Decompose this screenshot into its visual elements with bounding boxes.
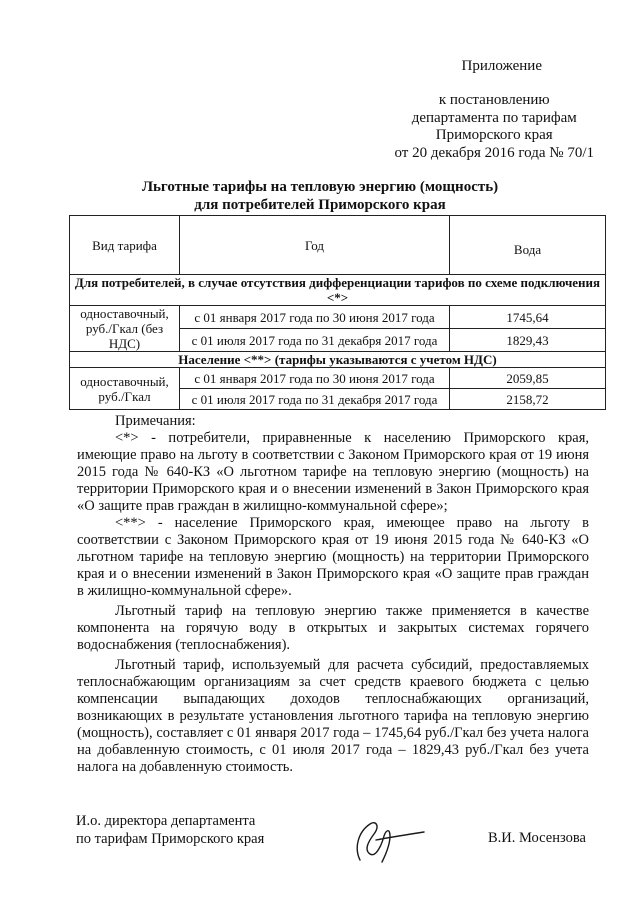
- note-paragraph: Льготный тариф, используемый для расчета субсидий, предоставляемых теплоснабжающим организациям за счет средств краевого бюджета с целью компенсации выпадающих доходов теплоснабжающих организаций, возникающих в результате установления льготного тарифа на тепловую энергию (мощность), составляет с 01 января 2017 года – 1745,64 руб./Гкал без учета налога на добавленную стоимость, с 01 июля 2017 года – 1829,43 руб./Гкал без учета налога на добавленную стоимость.: [77, 657, 589, 775]
- table-row: [70, 368, 606, 389]
- tariff-type-cell: одноставочный, руб./Гкал: [70, 368, 180, 410]
- notes-section: [77, 413, 589, 776]
- tariff-type-cell: одноставочный, руб./Гкал (без НДС): [70, 306, 180, 352]
- note-paragraph: Льготный тариф на тепловую энергию также применяется в качестве компонента на горячую воду в открытых и закрытых системах горячего водоснабжения (теплоснабжения).: [77, 603, 589, 653]
- resolution-line: департамента по тарифам: [411, 109, 577, 126]
- header-water: Вода: [450, 216, 606, 275]
- note-paragraph: <**> - население Приморского края, имеющее право на льготу в соответствии с Законом Приморского края от 19 июня 2015 года № 640-КЗ «О льготном тарифе на тепловую энергию (мощность) на территории Приморского края и о внесении изменений в Закон Приморского края «О защите прав граждан в жилищно-коммунальной сфере».: [77, 515, 589, 599]
- resolution-line: от 20 декабря 2016 года № 70/1: [394, 144, 594, 161]
- title-line: для потребителей Приморского края: [194, 197, 446, 213]
- resolution-reference: [394, 92, 594, 162]
- period-cell: с 01 января 2017 года по 30 июня 2017 года: [180, 368, 450, 389]
- resolution-line: к постановлению: [438, 92, 550, 108]
- group-heading: Для потребителей, в случае отсутствия дифференциации тарифов по схеме подключения <*>: [70, 275, 606, 306]
- water-value-cell: 2059,85: [450, 368, 606, 389]
- period-cell: с 01 июля 2017 года по 31 декабря 2017 года: [180, 329, 450, 352]
- group-heading-row: [70, 275, 606, 306]
- document-title: [0, 178, 640, 214]
- group-heading-row: [70, 352, 606, 368]
- title-line: Льготные тарифы на тепловую энергию (мощность): [141, 179, 499, 195]
- water-value-cell: 1745,64: [450, 306, 606, 329]
- period-cell: с 01 июля 2017 года по 31 декабря 2017 года: [180, 389, 450, 410]
- handwritten-signature: [346, 810, 426, 870]
- group-heading: Население <**> (тарифы указываются с учетом НДС): [70, 352, 606, 368]
- signatory-position: [76, 812, 264, 848]
- resolution-line: Приморского края: [435, 127, 553, 143]
- table-row: [70, 306, 606, 329]
- water-value-cell: 1829,43: [450, 329, 606, 352]
- signatory-name: В.И. Мосензова: [488, 830, 586, 846]
- table-header-row: [70, 216, 606, 275]
- notes-heading: Примечания:: [115, 413, 196, 429]
- appendix-label: Приложение: [461, 58, 542, 74]
- tariff-table: [69, 215, 606, 410]
- header-tariff-type: Вид тарифа: [70, 216, 180, 275]
- position-line: по тарифам Приморского края: [76, 831, 265, 847]
- note-paragraph: <*> - потребители, приравненные к населению Приморского края, имеющие право на льготу в соответствии с Законом Приморского края от 19 июня 2015 года № 640-КЗ «О льготном тарифе на тепловую энергию (мощность) на территории Приморского края и о внесении изменений в Закон Приморского края «О защите прав граждан в жилищно-коммунальной сфере»;: [77, 430, 589, 514]
- water-value-cell: 2158,72: [450, 389, 606, 410]
- header-year: Год: [180, 216, 450, 275]
- period-cell: с 01 января 2017 года по 30 июня 2017 года: [180, 306, 450, 329]
- position-line: И.о. директора департамента: [76, 813, 256, 829]
